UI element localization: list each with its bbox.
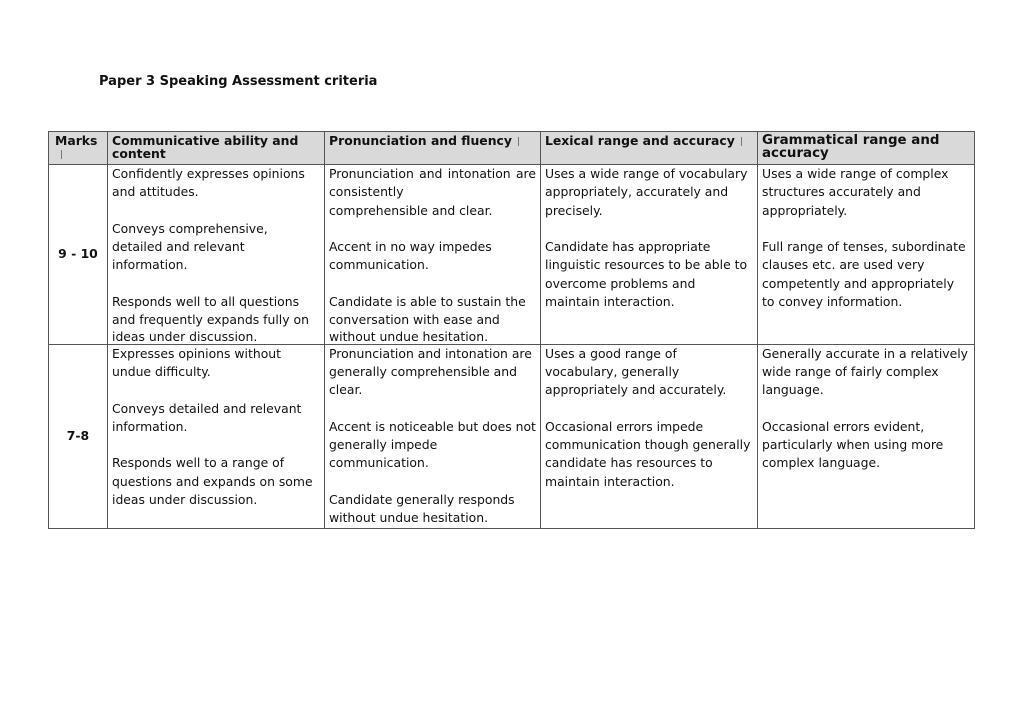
criterion-text: Confidently expresses opinions and attitudes.: [112, 166, 305, 200]
criterion-text: Occasional errors evident, particularly when using more complex language.: [762, 418, 944, 471]
criterion-text: without undue hesitation.: [329, 328, 489, 344]
criterion-text: Uses a wide range of complex structures accurately and appropriately.: [762, 166, 949, 218]
criterion-text: Responds well to a range of questions and expands on some ideas under discussion.: [112, 455, 313, 508]
header-row: [49, 132, 975, 165]
table-row: [49, 165, 975, 345]
criterion-text: Pronunciation and intonation are generally comprehensible and clear.: [329, 345, 532, 398]
assessment-criteria-table: [48, 131, 975, 529]
header-marks: Marks: [49, 132, 108, 165]
criterion-text: Uses a good range of vocabulary, generally appropriately and accurately.: [545, 345, 727, 398]
criterion-text: ideas under discussion.: [112, 328, 258, 344]
criterion-text: Full range of tenses, subordinate clauses etc. are used very competently and appropriately to convey information.: [762, 239, 966, 310]
criterion-text: Uses a wide range of vocabulary appropriately, accurately and precisely.: [545, 166, 748, 218]
pronunciation-cell: [325, 344, 541, 528]
criterion-text: Conveys detailed and relevant information.: [112, 400, 302, 434]
grammatical-cell: [758, 344, 975, 528]
criterion-text: Expresses opinions without undue difficulty.: [112, 345, 281, 379]
criterion-text: Occasional errors impede communication though generally candidate has resources to maintain interaction.: [545, 418, 751, 489]
column-separator: [741, 137, 742, 146]
criterion-text: Conveys comprehensive, detailed and relevant information.: [112, 220, 268, 273]
criterion-text: Candidate generally responds without undue hesitation.: [329, 492, 515, 526]
criterion-text: Accent in no way impedes communication.: [329, 239, 492, 273]
criterion-text: comprehensible and clear.: [329, 202, 493, 218]
marks-cell: 7-8: [49, 344, 108, 528]
communicative-cell: [108, 165, 325, 345]
criterion-text: Candidate has appropriate linguistic resources to be able to overcome problems and maintain interaction.: [545, 239, 748, 310]
column-separator: [61, 150, 62, 159]
header-pronunciation: Pronunciation and fluency: [325, 132, 541, 165]
communicative-cell: [108, 344, 325, 528]
column-separator: [518, 137, 519, 146]
grammatical-cell: [758, 165, 975, 345]
marks-cell: 9 - 10: [49, 165, 108, 345]
criterion-text: Responds well to all questions and frequently expands fully on: [112, 294, 309, 328]
pronunciation-cell: [325, 165, 541, 345]
lexical-cell: [541, 165, 758, 345]
header-grammatical: Grammatical range and accuracy: [758, 132, 975, 165]
criterion-text: Pronunciation and intonation are consistently: [329, 166, 536, 200]
lexical-cell: [541, 344, 758, 528]
criterion-text: Accent is noticeable but does not generally impede communication.: [329, 418, 536, 471]
table-row: [49, 344, 975, 528]
criterion-text: Candidate is able to sustain the conversation with ease and: [329, 294, 526, 328]
header-lexical: Lexical range and accuracy: [541, 132, 758, 165]
page-title: Paper 3 Speaking Assessment criteria: [99, 74, 378, 89]
header-communicative: Communicative ability and content: [108, 132, 325, 165]
criterion-text: Generally accurate in a relatively wide range of fairly complex language.: [762, 345, 969, 398]
